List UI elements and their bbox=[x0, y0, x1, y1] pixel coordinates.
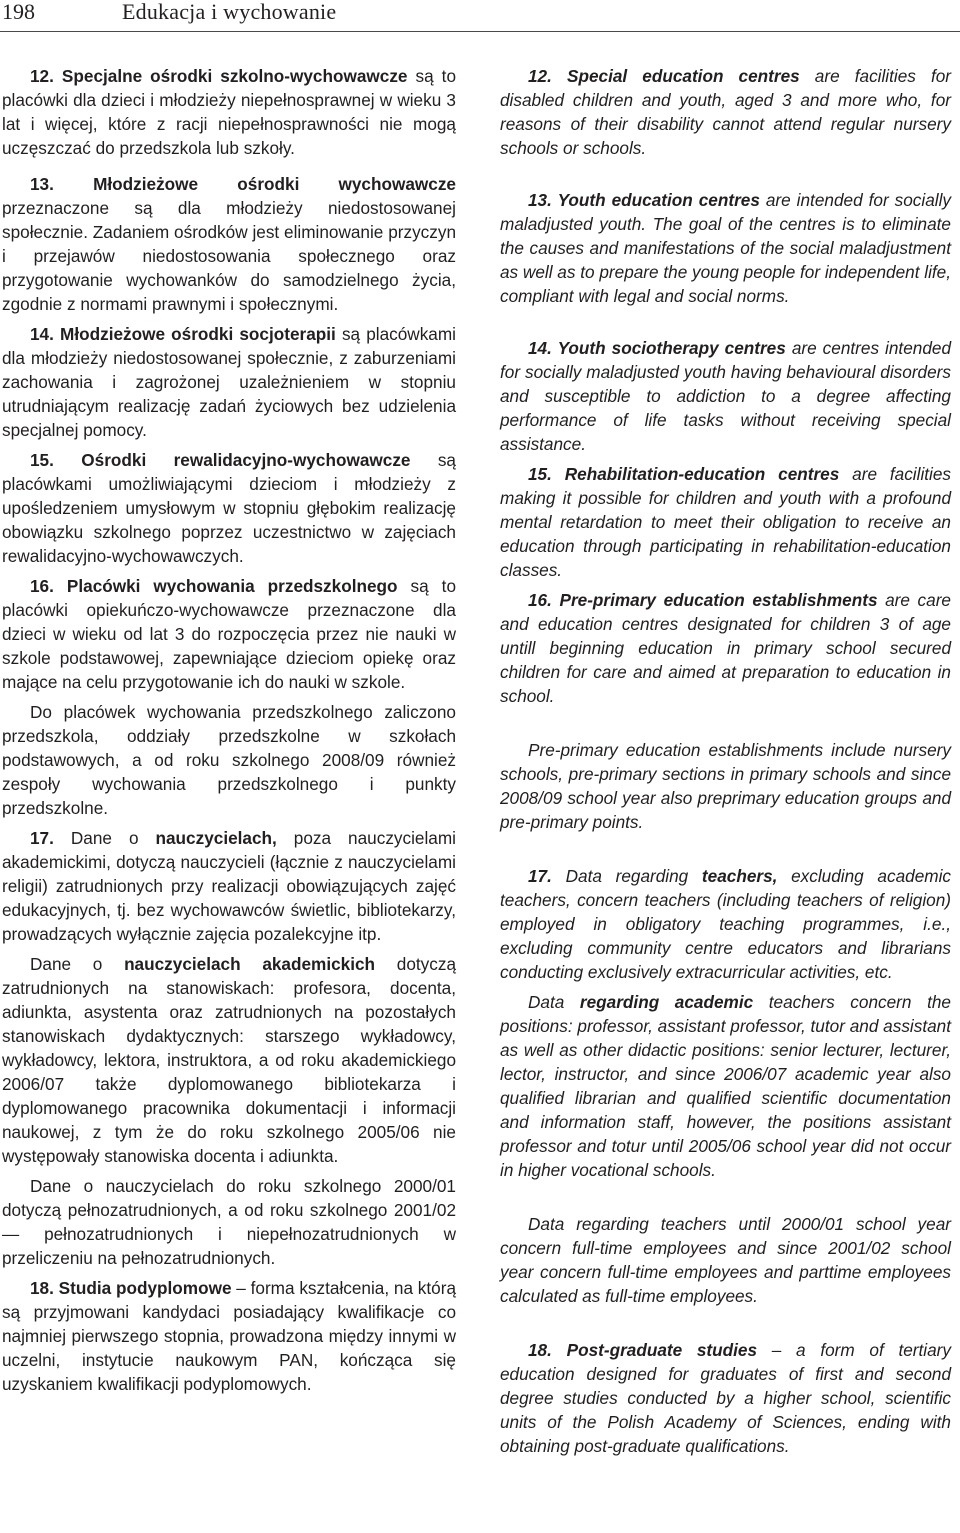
term: Specjalne ośrodki szkolno-wychowawcze bbox=[61, 66, 408, 86]
term: teachers, bbox=[701, 866, 778, 886]
definition-15-en bbox=[500, 462, 951, 582]
definition-12-pl bbox=[2, 64, 456, 160]
paragraph-text: Data regarding teachers until 2000/01 school year concern full-time employees and since 2001/02 school year concern full-time employees and parttime employees calculated as full-time employees. bbox=[500, 1214, 951, 1306]
term: regarding academic bbox=[579, 992, 754, 1012]
definition-13-en bbox=[500, 188, 951, 308]
definition-text: są to placówki dla dzieci i młodzieży niepełnosprawnej w wieku 3 lat i więcej, które z racji niepełnosprawności nie mogą uczęszczać do przedszkola lub szkoły. bbox=[2, 66, 457, 158]
definition-17b-en bbox=[500, 990, 951, 1182]
definition-13-pl bbox=[2, 172, 456, 316]
polish-column bbox=[2, 64, 456, 1396]
definition-text: przeznaczone są dla młodzieży niedostosowanej społecznie. Zadaniem ośrodków jest eliminowanie przyczyn i przejawów niedostosowania społecznego oraz przygotowanie wychowanków do samodzielnego życia, zgodnie z normami prawnymi i społecznymi. bbox=[2, 198, 456, 314]
definition-18-pl bbox=[2, 1276, 456, 1396]
definition-17c-en bbox=[500, 1212, 951, 1308]
item-number: 17. bbox=[528, 866, 566, 886]
definition-text: are centres intended for socially maladjusted youth having behavioural disorders and susceptible to addiction to a degree affecting performance of life tasks without receiving special assistance. bbox=[500, 338, 952, 454]
paragraph-text: Dane o nauczycielach do roku szkolnego 2000/01 dotyczą pełnozatrudnionych, a od roku szkolnego 2001/02 — pełnozatrudnionych i niepełnozatrudnionych w przeliczeniu na pełnozatrudnionych. bbox=[2, 1176, 456, 1268]
definition-text: are care and education centres designated for children 3 of age untill beginning education in primary school secured children for care and aimed at preparation to education in school. bbox=[500, 590, 951, 706]
definition-16-pl bbox=[2, 574, 456, 694]
definition-text: teachers concern the positions: professor, assistant professor, tutor and assistant as well as other didactic positions: senior lecturer, lecturer, lector, instructor, and since 2006/07 academic year also qualified librarian and qualified scientific documentation and information staff, however, the positions assistant professor and totur until 2005/06 school year did not occur in higher vocational schools. bbox=[500, 992, 951, 1180]
item-number: 18. bbox=[528, 1340, 567, 1360]
paragraph-text: Pre-primary education establishments include nursery schools, pre-primary sections in primary schools and since 2008/09 school year also preprimary education groups and pre-primary points. bbox=[500, 740, 951, 832]
term: Post-graduate studies bbox=[566, 1340, 758, 1360]
definition-text: są placówkami dla młodzieży niedostosowanej społecznie, z zaburzeniami zachowania i zagrożonej uzależnieniem w stopniu utrudniającym realizację zadań życiowych bez udzielenia specjalnej pomocy. bbox=[2, 324, 456, 440]
definition-text: są placówkami umożliwiającymi dzieciom i młodzieży z upośledzeniem umysłowym w stopniu głębokim realizację obowiązku szkolnego poprzez uczestnictwo w zajęciach rewalidacyjno-wychowawczych. bbox=[2, 450, 456, 566]
definition-text: are intended for socially maladjusted youth. The goal of the centres is to eliminate the causes and manifestations of the social maladjustment as well as to prepare the young people for independent life, compliant with legal and social norms. bbox=[500, 190, 952, 306]
term: Placówki wychowania przedszkolnego bbox=[66, 576, 398, 596]
term: nauczycielach akademickich bbox=[124, 954, 376, 974]
definition-16b-pl bbox=[2, 700, 456, 820]
running-title: Edukacja i wychowanie bbox=[122, 0, 337, 24]
item-number: 13. bbox=[30, 174, 94, 194]
definition-16b-en bbox=[500, 738, 951, 834]
item-number: 12. bbox=[30, 66, 62, 86]
definition-17-en bbox=[500, 864, 951, 984]
definition-17-pl bbox=[2, 826, 456, 946]
item-number: 14. bbox=[528, 338, 558, 358]
definition-text: – a form of tertiary education designed for graduates of first and second degree studies conducted by a higher school, scientific units of the Polish Academy of Sciences, ending with obtaining post-graduate qualifications. bbox=[500, 1340, 951, 1456]
definition-17b-pl bbox=[2, 952, 456, 1168]
term: Studia podyplomowe bbox=[58, 1278, 232, 1298]
definition-14-en bbox=[500, 336, 951, 456]
definition-17c-pl bbox=[2, 1174, 456, 1270]
item-number: 15. bbox=[528, 464, 565, 484]
term: nauczycielach, bbox=[155, 828, 277, 848]
page-header bbox=[0, 0, 960, 31]
lead-text: Dane o bbox=[30, 954, 125, 974]
item-number: 16. bbox=[528, 590, 560, 610]
page-number: 198 bbox=[2, 0, 35, 24]
term: Special education centres bbox=[567, 66, 800, 86]
item-number: 15. bbox=[30, 450, 82, 470]
item-number: 17. bbox=[30, 828, 71, 848]
definition-text: – forma kształcenia, na którą są przyjmowani kandydaci posiadający kwalifikacje co najmniej pierwszego stopnia, prowadzona między innymi w uczelni, instytucie naukowym PAN, kończąca się uzyskaniem kwalifikacji podyplomowych. bbox=[2, 1278, 457, 1394]
definition-14-pl bbox=[2, 322, 456, 442]
english-column bbox=[500, 64, 951, 1458]
lead-text: Data regarding bbox=[565, 866, 702, 886]
definition-text: poza nauczycielami akademickimi, dotyczą nauczycieli (łącznie z nauczycielami religii) zatrudnionych przy realizacji obowiązujących zajęć edukacyjnych, tj. bez wychowawców świetlic, bibliotekarzy, prowadzących wyłącznie zajęcia pozalekcyjne itp. bbox=[2, 828, 457, 944]
definition-18-en bbox=[500, 1338, 951, 1458]
term: Młodzieżowe ośrodki wychowawcze bbox=[93, 174, 456, 194]
item-number: 16. bbox=[30, 576, 67, 596]
item-number: 18. bbox=[30, 1278, 59, 1298]
header-rule bbox=[0, 31, 960, 32]
definition-15-pl bbox=[2, 448, 456, 568]
term: Youth education centres bbox=[557, 190, 760, 210]
definition-text: are facilities making it possible for children and youth with a profound mental retardation to meet their obligation to receive an education through participating in rehabilitation-education classes. bbox=[500, 464, 952, 580]
definition-16-en bbox=[500, 588, 951, 708]
definition-12-en bbox=[500, 64, 951, 160]
definition-text: dotyczą zatrudnionych na stanowiskach: profesora, docenta, adiunkta, asystenta oraz zatrudnionych na pozostałych stanowiskach dydaktycznych: starszego wykładowcy, wykładowcy, lektora, instruktora, a od roku akademickiego 2006/07 także dyplomowanego bibliotekarza i dyplomowanego pracownika dokumentacji i informacji naukowej, z tym że do roku szkolnego 2005/06 nie występowały stanowiska docenta i adiunkta. bbox=[2, 954, 456, 1166]
term: Pre-primary education establishments bbox=[559, 590, 878, 610]
item-number: 14. bbox=[30, 324, 61, 344]
lead-text: Dane o bbox=[70, 828, 156, 848]
term: Youth sociotherapy centres bbox=[557, 338, 786, 358]
item-number: 13. bbox=[528, 190, 558, 210]
term: Rehabilitation-education centres bbox=[564, 464, 840, 484]
item-number: 12. bbox=[528, 66, 567, 86]
definition-text: excluding academic teachers, concern teachers (including teachers of religion) employed in obligatory teaching programmes, i.e., excluding community centre educators and librarians conducting exclusively extracurricular activities, etc. bbox=[500, 866, 951, 982]
lead-text: Data bbox=[528, 992, 580, 1012]
term: Młodzieżowe ośrodki socjoterapii bbox=[60, 324, 336, 344]
term: Ośrodki rewalidacyjno-wychowawcze bbox=[81, 450, 411, 470]
definition-text: are facilities for disabled children and youth, aged 3 and more who, for reasons of their disability cannot attend regular nursery schools or schools. bbox=[500, 66, 952, 158]
definition-text: są to placówki opiekuńczo-wychowawcze przeznaczone dla dzieci w wieku od lat 3 do rozpoczęcia przez nie nauki w szkole podstawowej, zapewniające dzieciom opiekę oraz mające na celu przygotowanie ich do nauki w szkole. bbox=[2, 576, 457, 692]
paragraph-text: Do placówek wychowania przedszkolnego zaliczono przedszkola, oddziały przedszkolne w szkołach podstawowych, a od roku szkolnego 2008/09 również zespoły wychowania przedszkolnego i punkty przedszkolne. bbox=[2, 702, 456, 818]
